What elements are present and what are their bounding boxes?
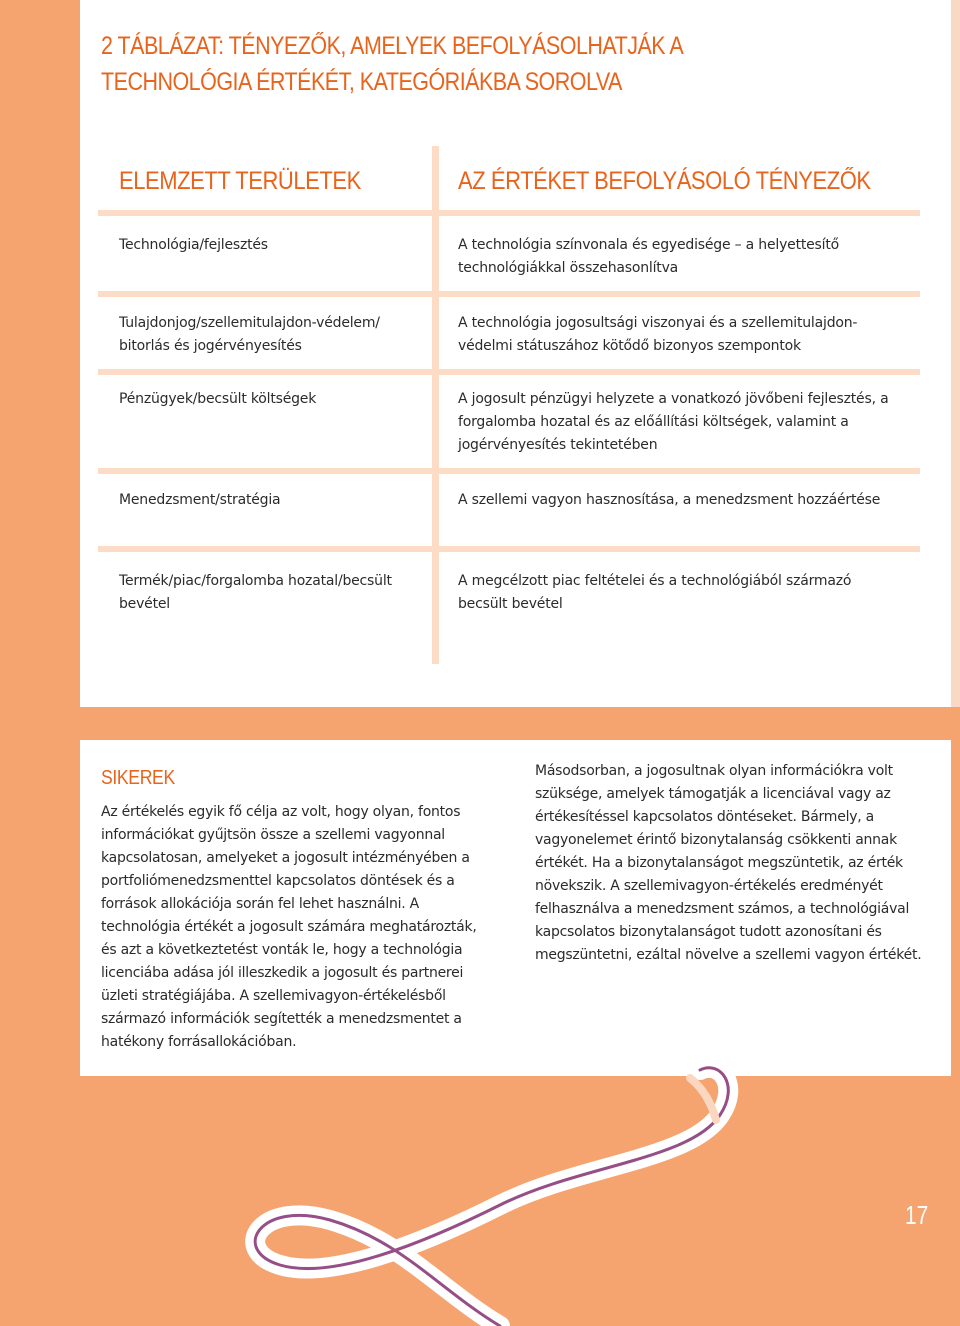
column-header-factors: AZ ÉRTÉKET BEFOLYÁSOLÓ TÉNYEZŐK [458, 167, 871, 195]
column-header-areas: ELEMZETT TERÜLETEK [119, 167, 361, 195]
factor-cell: A technológia színvonala és egyedisége – a helyettesítő technológiákkal összehasonlítva [458, 237, 840, 276]
column-divider [432, 146, 439, 664]
edge-strip [951, 0, 960, 707]
area-cell: Menedzsment/stratégia [119, 492, 281, 508]
row-divider [98, 369, 432, 375]
row-divider [439, 468, 920, 474]
row-divider [98, 546, 432, 552]
row-divider [98, 468, 432, 474]
sikerek-paragraph-left: Az értékelés egyik fő célja az volt, hogy olyan, fontos információkat gyűjtsön össze a szellemi vagyonnal kapcsolatosan, amelyeket a jogosult intézményében a portfoliómenedzsmenttel kapcsolatos döntések és a források allokációja során fel lehet használni. A technológia értékét a jogosult számára meghatározták, és azt a következtetést vonták le, hogy a technológia licenciába adása jól illeszkedik a jogosult és partnerei üzleti stratégiájába. A szellemivagyon-értékelésből származó információk segítették a menedzsmentet a hatékony forrásallokációban. [101, 804, 477, 1050]
area-cell: Termék/piac/forgalomba hozatal/becsült bevétel [119, 573, 392, 612]
factor-cell: A jogosult pénzügyi helyzete a vonatkozó jövőbeni fejlesztés, a forgalomba hozatal és az előállítási költségek, valamint a jogérvényesítés tekintetében [458, 391, 889, 453]
row-divider [439, 210, 920, 216]
page-number: 17 [905, 1200, 929, 1230]
area-cell: Pénzügyek/becsült költségek [119, 391, 317, 407]
row-divider [98, 210, 432, 216]
area-cell: Technológia/fejlesztés [119, 237, 268, 253]
factor-cell: A szellemi vagyon hasznosítása, a menedzsment hozzáértése [458, 492, 881, 508]
document-title: 2 TÁBLÁZAT: TÉNYEZŐK, AMELYEK BEFOLYÁSOLHATJÁK A TECHNOLÓGIA ÉRTÉKÉT, KATEGÓRIÁKBA SOROLVA [101, 32, 683, 96]
factor-cell: A megcélzott piac feltételei és a technológiából származó becsült bevétel [458, 573, 852, 612]
sikerek-heading: SIKEREK [101, 767, 175, 789]
row-divider [98, 291, 432, 297]
area-cell: Tulajdonjog/szellemitulajdon-védelem/ bitorlás és jogérvényesítés [119, 315, 380, 354]
row-divider [439, 546, 920, 552]
row-divider [439, 369, 920, 375]
row-divider [439, 291, 920, 297]
sikerek-paragraph-right: Másodsorban, a jogosultnak olyan információkra volt szüksége, amelyek támogatják a licenciával vagy az értékesítéssel kapcsolatos döntéseket. Bármely, a vagyonelemet érintő bizonytalanság csökkenti annak értékét. Ha a bizonytalanságot megszüntetik, az érték növekszik. A szellemivagyon-értékelés eredményét felhasználva a menedzsment számos, a technológiával kapcsolatos bizonytalanságot tudott azonosítani és megszüntetni, ezáltal növelve a szellemi vagyon értékét. [535, 763, 922, 963]
factor-cell: A technológia jogosultsági viszonyai és a szellemitulajdon-védelmi státuszához kötődő bizonyos szempontok [458, 315, 858, 354]
